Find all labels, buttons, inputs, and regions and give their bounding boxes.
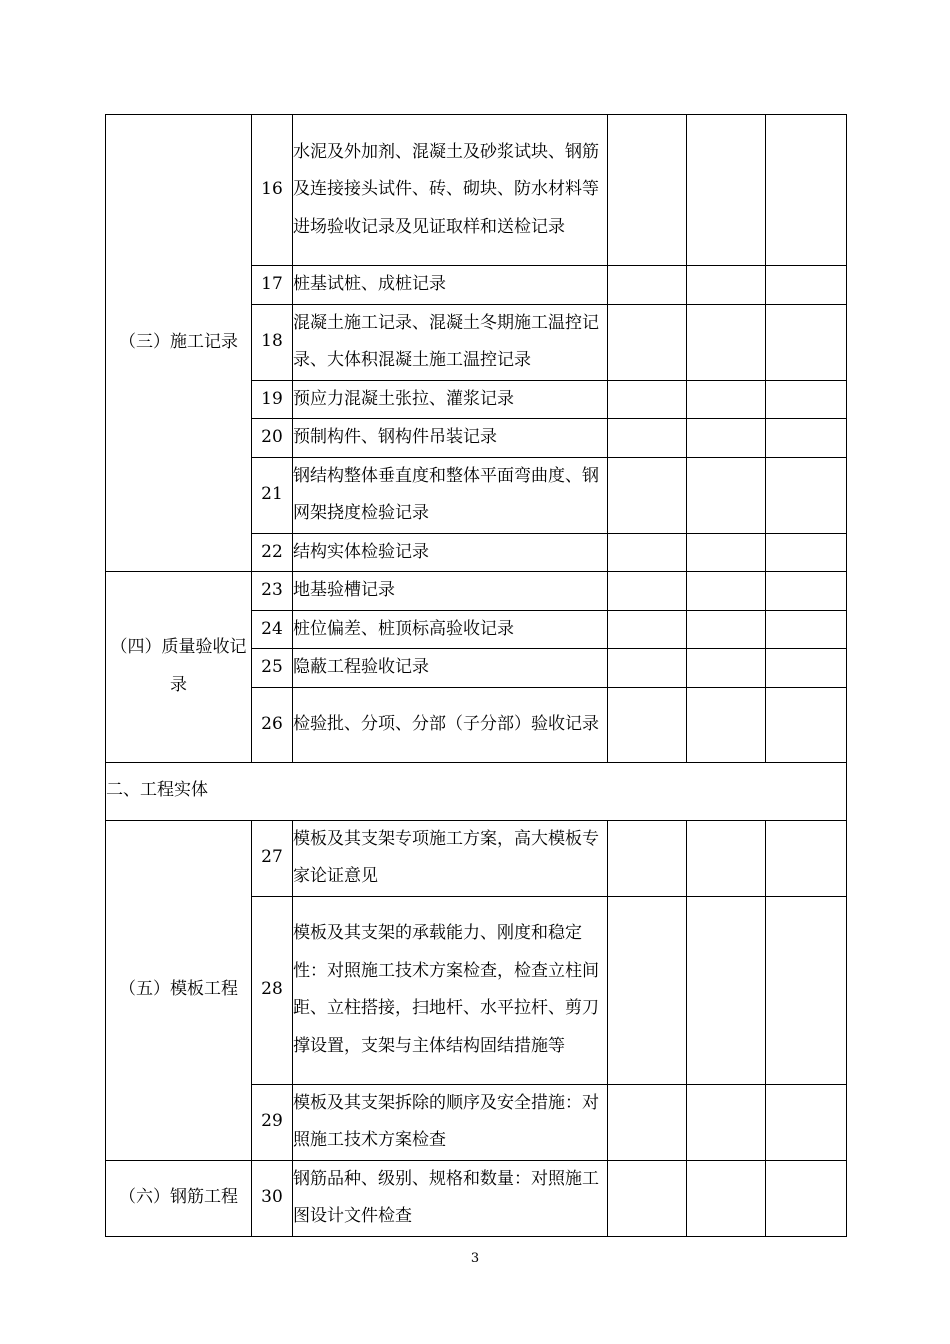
section-row [106, 762, 847, 820]
blank-cell [687, 419, 766, 458]
blank-cell [766, 380, 847, 419]
table-row [106, 820, 847, 896]
row-number: 22 [252, 533, 293, 572]
blank-cell [608, 533, 687, 572]
blank-cell [766, 1160, 847, 1236]
row-item: 预制构件、钢构件吊装记录 [293, 419, 608, 458]
blank-cell [687, 687, 766, 762]
blank-cell [687, 896, 766, 1084]
blank-cell [687, 380, 766, 419]
row-number: 16 [252, 115, 293, 266]
row-number: 21 [252, 457, 293, 533]
blank-cell [608, 266, 687, 305]
blank-cell [608, 820, 687, 896]
blank-cell [766, 115, 847, 266]
blank-cell [766, 610, 847, 649]
table-row [106, 1160, 847, 1236]
row-item: 结构实体检验记录 [293, 533, 608, 572]
blank-cell [687, 572, 766, 611]
blank-cell [766, 266, 847, 305]
row-item: 桩基试桩、成桩记录 [293, 266, 608, 305]
blank-cell [608, 687, 687, 762]
blank-cell [687, 820, 766, 896]
category-cell: （五）模板工程 [106, 820, 252, 1160]
category-cell: （三）施工记录 [106, 115, 252, 572]
blank-cell [687, 533, 766, 572]
row-item: 隐蔽工程验收记录 [293, 649, 608, 688]
row-item: 桩位偏差、桩顶标高验收记录 [293, 610, 608, 649]
blank-cell [766, 457, 847, 533]
row-number: 29 [252, 1084, 293, 1160]
blank-cell [608, 304, 687, 380]
blank-cell [608, 1160, 687, 1236]
row-number: 19 [252, 380, 293, 419]
category-cell: （六）钢筋工程 [106, 1160, 252, 1236]
row-item: 模板及其支架的承载能力、刚度和稳定性：对照施工技术方案检查，检查立柱间距、立柱搭接，扫地杆、水平拉杆、剪刀撑设置，支架与主体结构固结措施等 [293, 896, 608, 1084]
table-row [106, 115, 847, 266]
blank-cell [687, 457, 766, 533]
row-item: 钢结构整体垂直度和整体平面弯曲度、钢网架挠度检验记录 [293, 457, 608, 533]
blank-cell [608, 380, 687, 419]
blank-cell [687, 1160, 766, 1236]
row-number: 28 [252, 896, 293, 1084]
blank-cell [766, 304, 847, 380]
blank-cell [766, 419, 847, 458]
row-number: 20 [252, 419, 293, 458]
blank-cell [766, 896, 847, 1084]
row-number: 17 [252, 266, 293, 305]
row-item: 钢筋品种、级别、规格和数量：对照施工图设计文件检查 [293, 1160, 608, 1236]
row-item: 模板及其支架拆除的顺序及安全措施：对照施工技术方案检查 [293, 1084, 608, 1160]
blank-cell [608, 610, 687, 649]
row-item: 地基验槽记录 [293, 572, 608, 611]
blank-cell [608, 1084, 687, 1160]
blank-cell [687, 1084, 766, 1160]
row-number: 24 [252, 610, 293, 649]
table-row [106, 572, 847, 611]
page-number: 3 [470, 1251, 480, 1266]
blank-cell [687, 649, 766, 688]
blank-cell [687, 610, 766, 649]
row-item: 模板及其支架专项施工方案，高大模板专家论证意见 [293, 820, 608, 896]
section-heading: 二、工程实体 [106, 762, 847, 820]
row-item: 水泥及外加剂、混凝土及砂浆试块、钢筋及连接接头试件、砖、砌块、防水材料等进场验收记录及见证取样和送检记录 [293, 115, 608, 266]
row-number: 27 [252, 820, 293, 896]
row-number: 26 [252, 687, 293, 762]
blank-cell [766, 687, 847, 762]
blank-cell [687, 115, 766, 266]
row-number: 30 [252, 1160, 293, 1236]
blank-cell [766, 572, 847, 611]
row-item: 预应力混凝土张拉、灌浆记录 [293, 380, 608, 419]
row-item: 混凝土施工记录、混凝土冬期施工温控记录、大体积混凝土施工温控记录 [293, 304, 608, 380]
blank-cell [608, 896, 687, 1084]
blank-cell [687, 304, 766, 380]
blank-cell [687, 266, 766, 305]
blank-cell [608, 649, 687, 688]
row-item: 检验批、分项、分部（子分部）验收记录 [293, 687, 608, 762]
blank-cell [766, 533, 847, 572]
blank-cell [766, 1084, 847, 1160]
category-cell: （四）质量验收记录 [106, 572, 252, 763]
inspection-table [105, 114, 847, 1237]
row-number: 23 [252, 572, 293, 611]
blank-cell [766, 820, 847, 896]
blank-cell [608, 115, 687, 266]
blank-cell [608, 419, 687, 458]
row-number: 18 [252, 304, 293, 380]
blank-cell [608, 457, 687, 533]
row-number: 25 [252, 649, 293, 688]
blank-cell [608, 572, 687, 611]
blank-cell [766, 649, 847, 688]
